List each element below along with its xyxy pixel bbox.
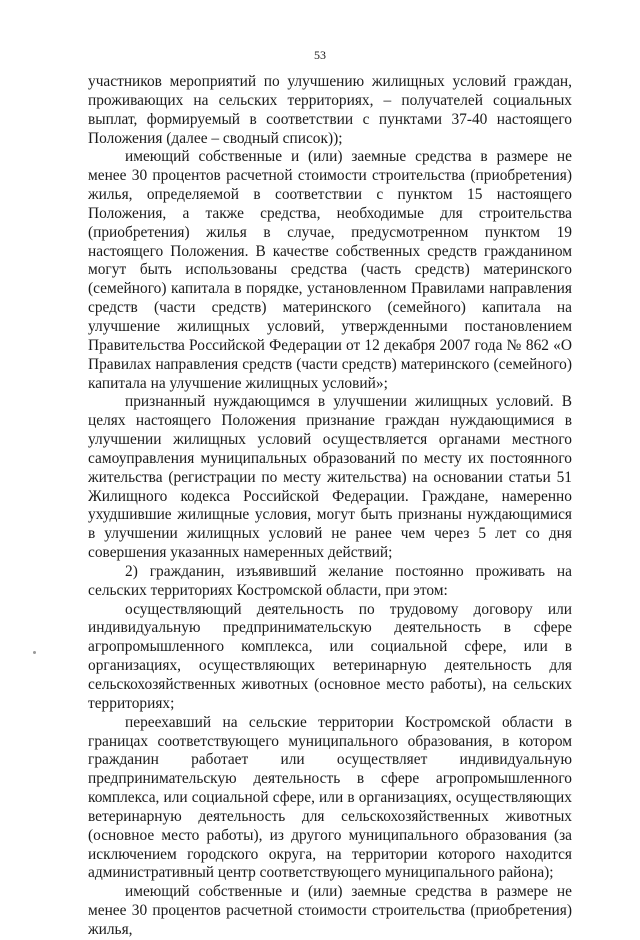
paragraph-employment: осуществляющий деятельность по трудовому договору или индивидуальную предпринимательскую деятельность в сфере агропромышленного комплекса, или социальной сфере, или в организациях, осуществляющих ветеринарную деятельность для сельскохозяйственных животных (основное место работы), на сельских территориях; xyxy=(88,600,572,712)
paragraph-participants-list: участников мероприятий по улучшению жилищных условий граждан, проживающих на сельских территориях, – получателей социальных выплат, формируемый в соответствии с пунктами 37-40 настоящего Положения (далее – сводный список)); xyxy=(88,73,572,147)
paragraph-own-funds: имеющий собственные и (или) заемные средства в размере не менее 30 процентов расчетной стоимости строительства (приобретения) жилья, определяемой в соответствии с пунктом 15 настоящего Положения, а также средства, необходимые для строительства (приобретения) жилья в случае, предусмотренном пунктом 19 настоящего Положения. В качестве собственных средств гражданином могут быть использованы средства (часть средств) материнского (семейного) капитала в порядке, установленном Правилами направления средств (части средств) материнского (семейного) капитала на улучшение жилищных условий, утвержденными постановлением Правительства Российской Федерации от 12 декабря 2007 года № 862 «О Правилах направления средств (части средств) материнского (семейного) капитала на улучшение жилищных условий»; xyxy=(88,148,572,392)
paragraph-housing-need: признанный нуждающимся в улучшении жилищных условий. В целях настоящего Положения признание граждан нуждающимися в улучшении жилищных условий осуществляется органами местного самоуправления муниципальных образований по месту их постоянного жительства (регистрации по месту жительства) на основании статьи 51 Жилищного кодекса Российской Федерации. Граждане, намеренно ухудшившие жилищные условия, могут быть признаны нуждающимися в улучшении жилищных условий не ранее чем через 5 лет со дня совершения указанных намеренных действий; xyxy=(88,393,572,562)
page-number: 53 xyxy=(314,48,326,62)
paragraph-own-funds-repeat: имеющий собственные и (или) заемные средства в размере не менее 30 процентов расчетной стоимости строительства (приобретения) жилья, xyxy=(88,883,572,938)
scan-margin-speck xyxy=(33,651,36,654)
document-body xyxy=(88,73,572,940)
paragraph-relocation: переехавший на сельские территории Костромской области в границах соответствующего муниципального образования, в котором гражданин работает или осуществляет индивидуальную предпринимательскую деятельность в сфере агропромышленного комплекса, или социальной сфере, или в организациях, осуществляющих ветеринарную деятельность для сельскохозяйственных животных (основное место работы), из другого муниципального образования (за исключением городского округа, на территории которого находится административный центр соответствующего муниципального района); xyxy=(88,713,572,882)
paragraph-intent-to-reside: 2) гражданин, изъявивший желание постоянно проживать на сельских территориях Костромской области, при этом: xyxy=(88,562,572,599)
